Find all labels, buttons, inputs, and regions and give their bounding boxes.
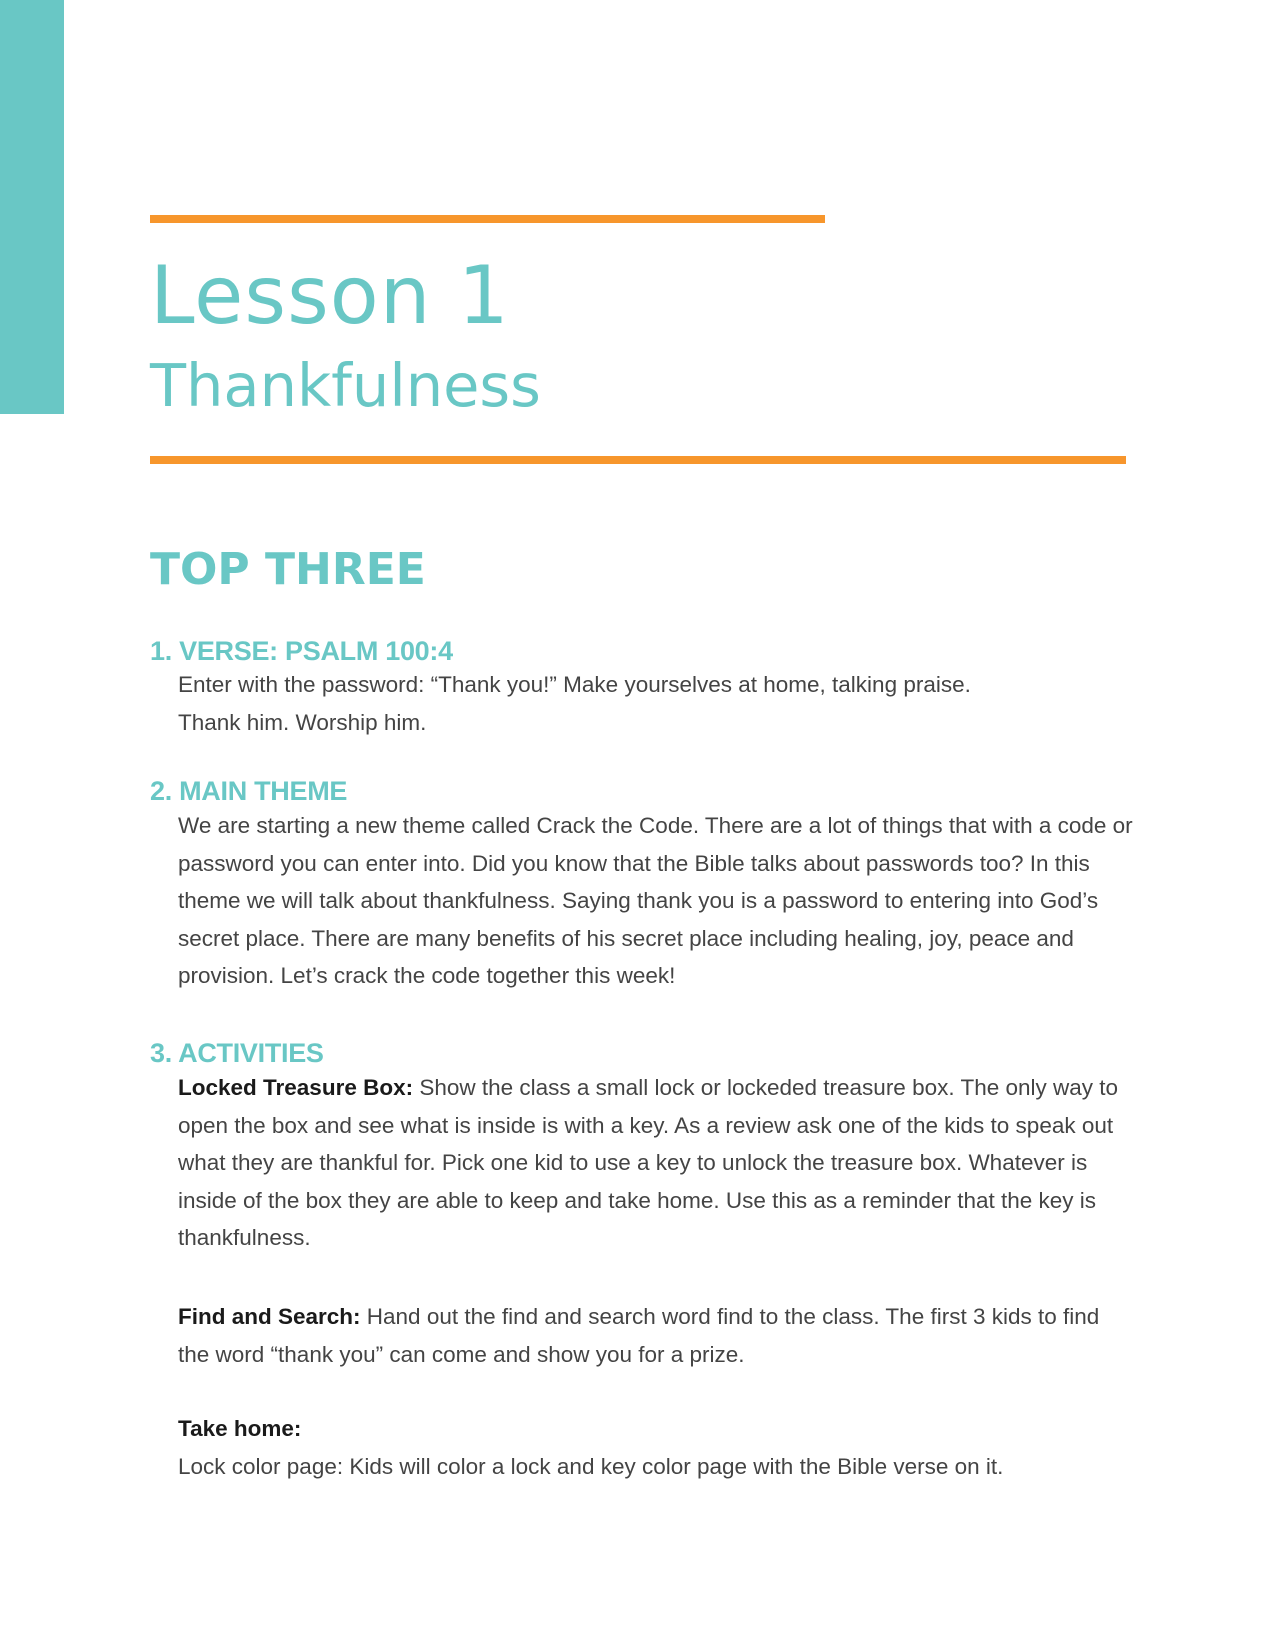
verse-line-2: Thank him. Worship him. bbox=[178, 709, 427, 735]
title-rule-bottom bbox=[150, 456, 1126, 464]
take-home-label: Take home: bbox=[178, 1416, 302, 1441]
verse-line-1: Enter with the password: “Thank you!” Make yourselves at home, talking praise. bbox=[178, 672, 971, 697]
locked-treasure-box-label: Locked Treasure Box: bbox=[178, 1075, 414, 1100]
locked-treasure-box-text: Show the class a small lock or lockeded treasure box. The only way to open the box and see what is inside is with a key. As a review ask one of the kids to speak out what they are thankful for. Pick one kid to use a key to unlock the treasure box. Whatever is inside of the box they are able to keep and take home. Use this as a reminder that the key is thankfulness. bbox=[178, 1075, 1119, 1250]
top-three-heading: TOP THREE bbox=[150, 544, 426, 595]
side-accent-bar bbox=[0, 0, 64, 414]
main-theme-heading: 2. MAIN THEME bbox=[150, 776, 348, 806]
find-and-search-label: Find and Search: bbox=[178, 1304, 361, 1329]
take-home-text: Lock color page: Kids will color a lock and key color page with the Bible verse on it. bbox=[178, 1454, 1004, 1479]
find-and-search-activity bbox=[178, 1298, 1133, 1373]
find-and-search-text: Hand out the find and search word find to the class. The first 3 kids to find the word “thank you” can come and show you for a prize. bbox=[178, 1304, 1100, 1367]
activities-heading: 3. ACTIVITIES bbox=[150, 1038, 324, 1068]
lesson-subtitle: Thankfulness bbox=[150, 351, 541, 420]
title-rule-top bbox=[150, 215, 825, 223]
verse-text bbox=[178, 666, 1133, 741]
lesson-title: Lesson 1 bbox=[150, 249, 510, 342]
verse-heading: 1. VERSE: PSALM 100:4 bbox=[150, 636, 453, 666]
locked-treasure-box-activity bbox=[178, 1069, 1133, 1257]
main-theme-text: We are starting a new theme called Crack the Code. There are a lot of things that with a code or password you can enter into. Did you know that the Bible talks about passwords too? In this theme we will talk about thankfulness. Saying thank you is a password to entering into God’s secret place. There are many benefits of his secret place including healing, joy, peace and provision. Let’s crack the code together this week! bbox=[178, 813, 1133, 988]
